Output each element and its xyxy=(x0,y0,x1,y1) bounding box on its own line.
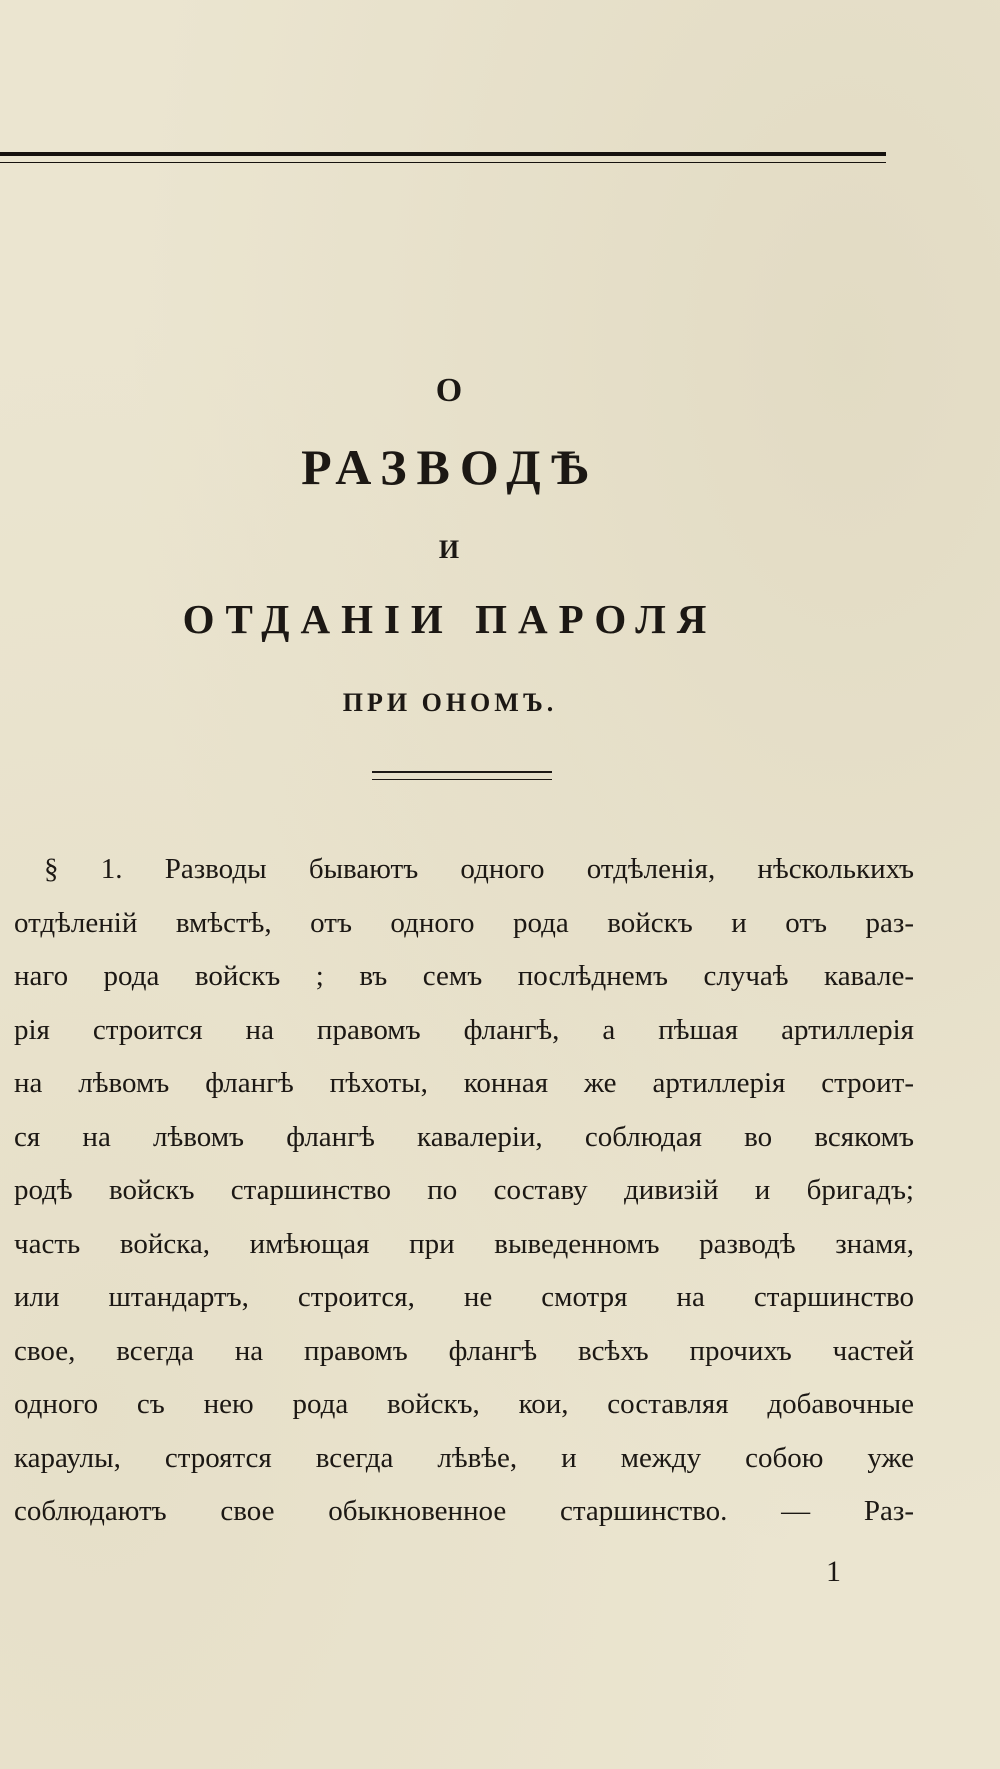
text-line: на лѣвомъ флангѣ пѣхоты, конная же артиллерія строит- xyxy=(14,1067,914,1099)
text-line: родѣ войскъ старшинство по составу дивизій и бригадъ; xyxy=(14,1174,914,1206)
body-paragraph xyxy=(14,843,914,1539)
text-line: караулы, строятся всегда лѣвѣе, и между собою уже xyxy=(14,1441,914,1474)
text-line: § 1. Разводы бываютъ одного отдѣленія, нѣсколькихъ xyxy=(44,853,914,885)
heading-small: О xyxy=(435,372,465,409)
text-line: одного съ нею рода войскъ, кои, составляя добавочные xyxy=(14,1388,914,1420)
text-line: наго рода войскъ ; въ семъ послѣднемъ случаѣ кавале- xyxy=(14,960,914,992)
heading-main: РАЗВОДѢ xyxy=(301,439,599,495)
text-line: ся на лѣвомъ флангѣ кавалеріи, соблюдая во всякомъ xyxy=(14,1120,914,1153)
text-line: рія строится на правомъ флангѣ, а пѣшая артиллерія xyxy=(14,1013,914,1046)
text-line: свое, всегда на правомъ флангѣ всѣхъ прочихъ частей xyxy=(14,1334,914,1367)
heading-secondary: ОТДАНІИ ПАРОЛЯ xyxy=(182,596,718,642)
top-rule xyxy=(0,152,886,163)
heading-conjunction: И xyxy=(438,535,462,564)
text-line: отдѣленій вмѣстѣ, отъ одного рода войскъ и отъ раз- xyxy=(14,906,914,939)
text-line: часть войска, имѣющая при выведенномъ разводѣ знамя, xyxy=(14,1227,914,1260)
text-line: или штандартъ, строится, не смотря на старшинство xyxy=(14,1281,914,1313)
divider-rule xyxy=(372,771,552,780)
heading-tail: ПРИ ОНОМЪ. xyxy=(342,688,558,717)
text-line: соблюдаютъ свое обыкновенное старшинство. — Раз- xyxy=(14,1495,914,1527)
page-number: 1 xyxy=(826,1555,841,1588)
